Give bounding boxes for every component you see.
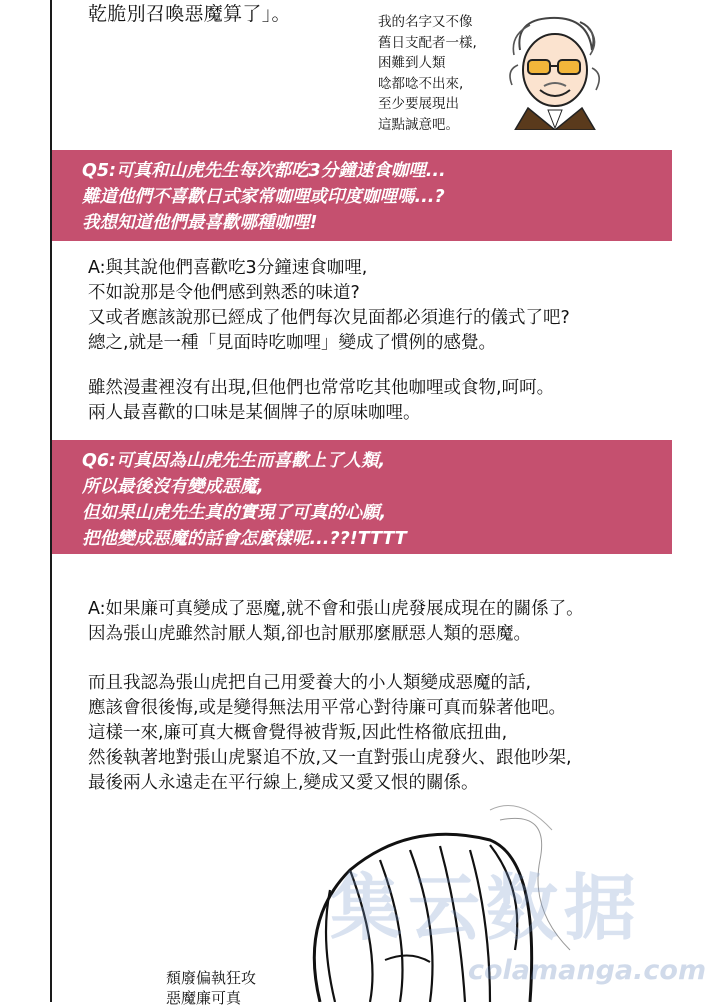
answer-line: 不如說那是令他們感到熟悉的味道? xyxy=(88,283,360,303)
caption-line: 頹廢偏執狂攻 xyxy=(166,969,257,987)
answer-line: A:與其說他們喜歡吃3分鐘速食咖哩, xyxy=(88,258,368,278)
answer-line: 而且我認為張山虎把自己用愛養大的小人類變成惡魔的話, xyxy=(88,673,532,693)
aside-line: 唸都唸不出來, xyxy=(378,75,464,92)
answer-line: 總之,就是一種「見面時吃咖哩」變成了慣例的感覺。 xyxy=(88,333,497,353)
question-line: 難道他們不喜歡日式家常咖哩或印度咖哩嗎...? xyxy=(82,187,445,207)
watermark-logo: 集云数据 xyxy=(330,866,643,950)
aside-line: 這點誠意吧。 xyxy=(378,116,459,133)
aside-line: 困難到人類 xyxy=(378,55,446,71)
answer-q6 xyxy=(88,597,584,647)
watermark-url: colamanga.com xyxy=(468,955,707,986)
answer-q5 xyxy=(88,256,570,356)
question-line: 我想知道他們最喜歡哪種咖哩! xyxy=(82,213,318,233)
question-line: 所以最後沒有變成惡魔, xyxy=(82,477,264,497)
question-line: 但如果山虎先生真的實現了可真的心願, xyxy=(82,503,387,523)
question-line: Q6:可真因為山虎先生而喜歡上了人類, xyxy=(82,451,386,471)
answer-line: 最後兩人永遠走在平行線上,變成又愛又恨的關係。 xyxy=(88,773,479,793)
old-man-portrait-icon xyxy=(500,10,610,130)
character-caption xyxy=(166,968,256,1008)
answer-q5-part2 xyxy=(88,376,554,426)
aside-line: 至少要展現出 xyxy=(378,96,459,112)
answer-line: 這樣一來,廉可真大概會覺得被背叛,因此性格徹底扭曲, xyxy=(88,723,508,743)
question-line: Q5:可真和山虎先生每次都吃3分鐘速食咖哩... xyxy=(82,161,446,181)
answer-line: A:如果廉可真變成了惡魔,就不會和張山虎發展成現在的關係了。 xyxy=(88,599,584,619)
aside-line: 我的名字又不像 xyxy=(378,14,473,30)
caption-line: 惡魔廉可真 xyxy=(166,989,242,1007)
intro-last-line: 乾脆別召喚惡魔算了」。 xyxy=(88,3,291,25)
question-line: 把他變成惡魔的話會怎麼樣呢...??!TTTT xyxy=(82,529,407,549)
aside-line: 舊日支配者一樣, xyxy=(378,34,477,51)
answer-line: 因為張山虎雖然討厭人類,卻也討厭那麼厭惡人類的惡魔。 xyxy=(88,624,532,644)
answer-line: 兩人最喜歡的口味是某個牌子的原味咖哩。 xyxy=(88,403,421,423)
answer-line: 雖然漫畫裡沒有出現,但他們也常常吃其他咖哩或食物,呵呵。 xyxy=(88,378,555,398)
answer-line: 應該會很後悔,或是變得無法用平常心對待廉可真而躲著他吧。 xyxy=(88,698,567,718)
question-bar-q6 xyxy=(52,440,672,554)
answer-line: 然後執著地對張山虎緊追不放,又一直對張山虎發火、跟他吵架, xyxy=(88,748,572,768)
question-bar-q5 xyxy=(52,150,672,241)
answer-q6-part2 xyxy=(88,671,572,796)
answer-line: 又或者應該說那已經成了他們每次見面都必須進行的儀式了吧? xyxy=(88,308,570,328)
aside-note xyxy=(378,12,477,135)
